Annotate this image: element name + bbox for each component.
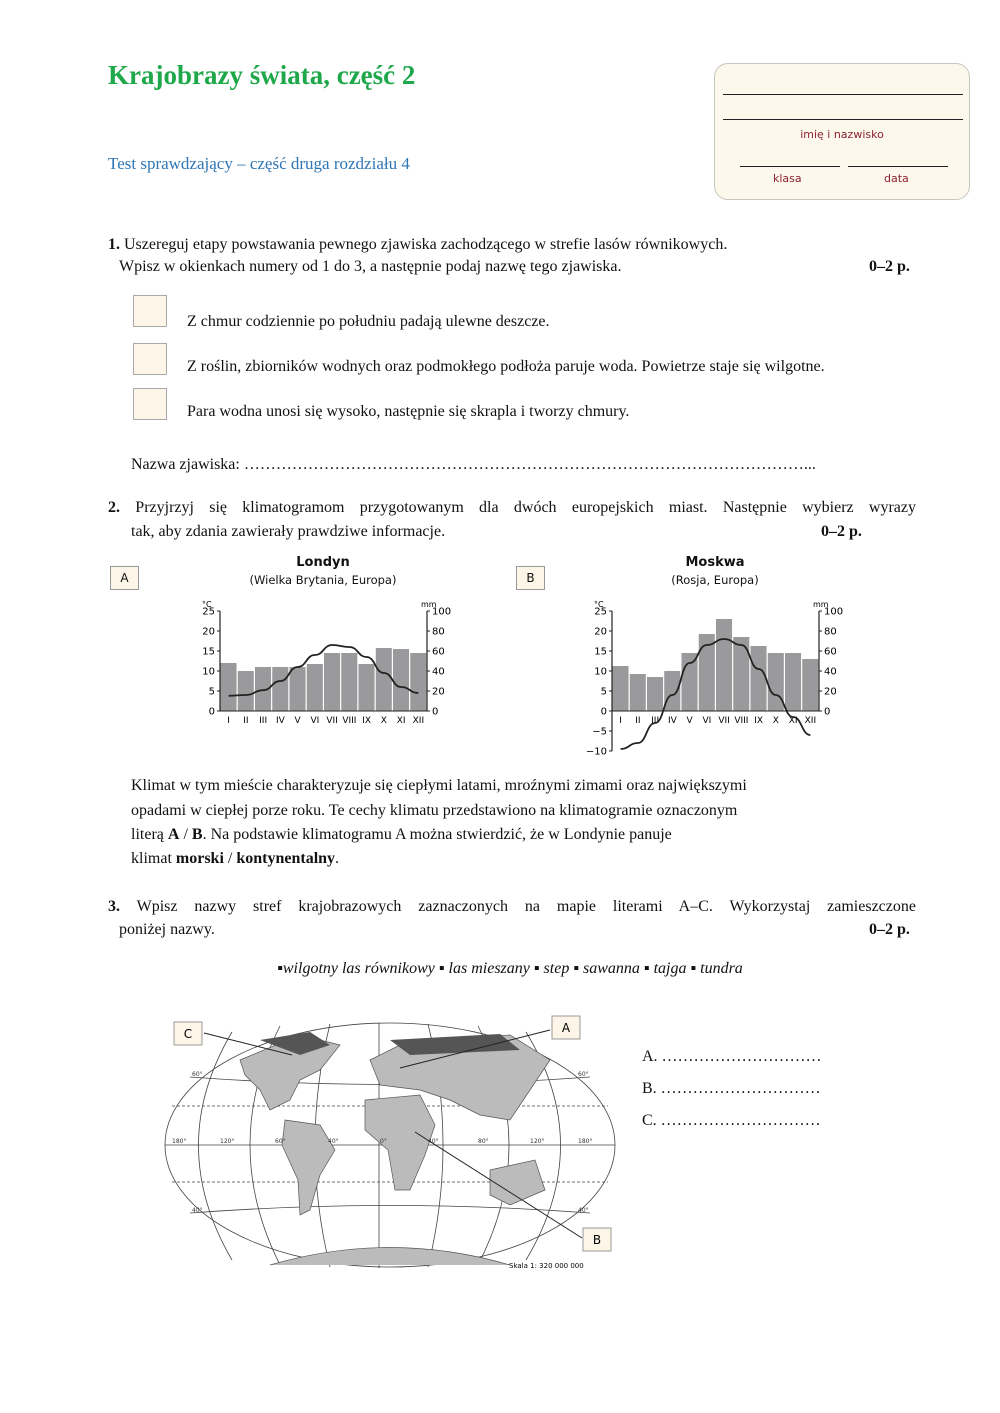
label-b: B xyxy=(592,1233,602,1247)
temp-tick-label: 0 xyxy=(600,706,607,718)
temp-tick-label: 25 xyxy=(594,606,607,618)
right-unit: mm xyxy=(421,600,437,609)
temp-tick-label: −5 xyxy=(592,726,607,738)
month-label: VII xyxy=(718,716,730,726)
precipitation-bar xyxy=(393,649,409,711)
page-title: Krajobrazy świata, część 2 xyxy=(108,60,416,90)
q1-points: 0–2 p. xyxy=(869,258,910,275)
option-b[interactable]: B xyxy=(191,826,203,843)
precipitation-bar xyxy=(341,653,357,711)
zone-options: ▪wilgotny las równikowy ▪ las mieszany ▪ step ▪ sawanna ▪ tajga ▪ tundra xyxy=(277,960,743,977)
q2-line2: tak, aby zdania zawierały prawdziwe informacje. xyxy=(131,523,446,540)
precipitation-bar xyxy=(359,664,375,711)
answer-b-field[interactable]: B. ………………………… xyxy=(642,1080,821,1097)
africa xyxy=(365,1095,435,1190)
temp-tick-label: 20 xyxy=(594,626,607,638)
precip-tick-label: 100 xyxy=(432,606,452,618)
text: . Na podstawie klimatogramu A można stwierdzić, że w Londynie panuje xyxy=(202,826,672,843)
q2-instruction: Przyjrzyj się klimatogramom przygotowanym dla dwóch europejskich miast. Następnie wybierz wyrazy xyxy=(135,499,917,516)
order-box-3[interactable] xyxy=(133,388,167,420)
chart-a-title: Londyn xyxy=(296,555,350,570)
q2-para-line2: opadami w ciepłej porze roku. Te cechy klimatu przedstawiono na klimatogramie oznaczonym xyxy=(131,802,738,819)
temp-tick-label: 10 xyxy=(594,666,607,678)
lon-label: 0° xyxy=(380,1138,387,1145)
temp-tick-label: −10 xyxy=(585,746,607,758)
option-morski[interactable]: morski xyxy=(175,850,224,867)
month-label: XI xyxy=(788,716,798,726)
name-line-2[interactable] xyxy=(723,119,963,120)
month-label: VI xyxy=(310,716,320,726)
chart-a-subtitle: (Wielka Brytania, Europa) xyxy=(249,573,397,587)
temp-tick-label: 5 xyxy=(600,686,607,698)
parallel-40s xyxy=(190,1206,590,1214)
answer-a-field[interactable]: A. ………………………… xyxy=(642,1048,822,1065)
precipitation-bar xyxy=(630,674,646,711)
precip-tick-label: 20 xyxy=(432,686,445,698)
precip-tick-label: 60 xyxy=(824,646,837,658)
q1-item-1: Z chmur codziennie po południu padają ulewne deszcze. xyxy=(187,313,550,330)
name-label: imię i nazwisko xyxy=(800,128,884,141)
chart-b-label: B xyxy=(516,566,545,590)
antarctica xyxy=(270,1248,510,1266)
date-line[interactable] xyxy=(848,166,948,167)
class-label: klasa xyxy=(773,172,802,185)
temp-tick-label: 0 xyxy=(208,706,215,718)
lon-label: 40° xyxy=(328,1138,339,1145)
answer-c-field[interactable]: C. ………………………… xyxy=(642,1112,821,1129)
month-label: I xyxy=(227,716,230,726)
month-label: II xyxy=(243,716,249,726)
precip-tick-label: 80 xyxy=(824,626,837,638)
month-label: II xyxy=(635,716,641,726)
climate-chart-moscow xyxy=(582,590,852,760)
world-map xyxy=(160,1010,620,1280)
precipitation-bar xyxy=(238,671,254,711)
precipitation-bar xyxy=(613,666,629,711)
south-america xyxy=(282,1120,335,1215)
lon-label: 80° xyxy=(478,1138,489,1145)
left-unit: °C xyxy=(202,600,212,609)
map-label-c xyxy=(174,1022,202,1045)
label-c: C xyxy=(183,1027,193,1041)
lat-label: 40° xyxy=(192,1207,203,1214)
q2-para-line4: klimat morski / kontynentalny. xyxy=(131,850,340,867)
temp-tick-label: 20 xyxy=(202,626,215,638)
australia xyxy=(490,1160,545,1205)
order-box-1[interactable] xyxy=(133,295,167,327)
precipitation-bar xyxy=(376,648,392,711)
q2-para-line3 xyxy=(131,826,672,844)
precip-tick-label: 40 xyxy=(432,666,445,678)
q2-number: 2. xyxy=(108,499,120,516)
temp-tick-label: 15 xyxy=(594,646,607,658)
month-label: IX xyxy=(362,716,372,726)
month-label: V xyxy=(686,716,693,726)
q1-instruction: Uszereguj etapy powstawania pewnego zjawiska zachodzącego w strefie lasów równikowych. xyxy=(124,236,728,253)
month-label: V xyxy=(294,716,301,726)
slash: / xyxy=(179,826,192,843)
precip-tick-label: 40 xyxy=(824,666,837,678)
order-box-2[interactable] xyxy=(133,343,167,375)
lat-label: 40° xyxy=(578,1207,589,1214)
precip-tick-label: 60 xyxy=(432,646,445,658)
precipitation-bar xyxy=(682,653,698,711)
lat-label: 60° xyxy=(578,1071,589,1078)
precipitation-bar xyxy=(751,646,767,711)
month-label: XII xyxy=(412,716,425,726)
precip-tick-label: 80 xyxy=(432,626,445,638)
month-label: X xyxy=(772,716,779,726)
precipitation-bar xyxy=(272,667,288,711)
q1-item-2: Z roślin, zbiorników wodnych oraz podmokłego podłoża paruje woda. Powietrze staje się wilgotne. xyxy=(187,358,825,375)
precipitation-bar xyxy=(410,653,426,711)
date-label: data xyxy=(884,172,909,185)
precipitation-bar xyxy=(768,653,784,711)
temp-tick-label: 15 xyxy=(202,646,215,658)
map-scale: Skala 1: 320 000 000 xyxy=(509,1262,584,1270)
lon-label: 60° xyxy=(275,1138,286,1145)
q1-line1 xyxy=(108,236,727,254)
lat-label: 60° xyxy=(192,1071,203,1078)
temp-tick-label: 25 xyxy=(202,606,215,618)
q3-line2: poniżej nazwy. xyxy=(119,921,215,938)
precipitation-bar xyxy=(785,653,801,711)
precipitation-bar xyxy=(307,664,323,711)
left-unit: °C xyxy=(594,600,604,609)
month-label: XI xyxy=(396,716,406,726)
precipitation-bar xyxy=(802,659,818,711)
q2-line1 xyxy=(108,499,916,517)
precip-tick-label: 20 xyxy=(824,686,837,698)
month-label: VI xyxy=(702,716,712,726)
month-label: IV xyxy=(275,716,285,726)
month-label: I xyxy=(619,716,622,726)
month-label: IV xyxy=(667,716,677,726)
month-label: X xyxy=(380,716,387,726)
month-label: III xyxy=(651,716,660,726)
q3-line1 xyxy=(108,898,916,916)
precipitation-bar xyxy=(221,663,237,711)
right-unit: mm xyxy=(813,600,829,609)
climate-chart-london xyxy=(190,590,460,730)
option-kontynentalny[interactable]: kontynentalny xyxy=(236,850,336,867)
temp-tick-label: 5 xyxy=(208,686,215,698)
precipitation-bar xyxy=(324,653,340,711)
text: . xyxy=(335,850,340,867)
precip-tick-label: 0 xyxy=(824,706,831,718)
month-label: XII xyxy=(804,716,817,726)
temp-tick-label: 10 xyxy=(202,666,215,678)
map-label-a xyxy=(552,1016,580,1039)
precipitation-bar xyxy=(716,619,732,711)
lon-label: 180° xyxy=(578,1138,593,1145)
lon-label: 120° xyxy=(220,1138,235,1145)
name-line-1[interactable] xyxy=(723,94,963,95)
q3-points: 0–2 p. xyxy=(869,921,910,938)
option-a[interactable]: A xyxy=(167,826,180,843)
month-label: IX xyxy=(754,716,764,726)
text: literą xyxy=(131,826,168,843)
lon-label: 180° xyxy=(172,1138,187,1145)
chart-b-title: Moskwa xyxy=(685,555,745,570)
q1-line2: Wpisz w okienkach numery od 1 do 3, a następnie podaj nazwę tego zjawiska. xyxy=(119,258,622,275)
month-label: VIII xyxy=(342,716,357,726)
text: klimat xyxy=(131,850,176,867)
q1-item-3: Para wodna unosi się wysoko, następnie się skrapla i tworzy chmury. xyxy=(187,403,630,420)
q2-points: 0–2 p. xyxy=(821,523,862,540)
q3-instruction: Wpisz nazwy stref krajobrazowych zaznaczonych na mapie literami A–C. Wykorzystaj zamieszczone xyxy=(136,898,916,915)
lon-label: 40° xyxy=(428,1138,439,1145)
precip-tick-label: 100 xyxy=(824,606,844,618)
pointer-b xyxy=(415,1132,582,1238)
class-line[interactable] xyxy=(740,166,840,167)
chart-b-subtitle: (Rosja, Europa) xyxy=(671,573,759,587)
q1-number: 1. xyxy=(108,236,120,253)
month-label: VIII xyxy=(734,716,749,726)
precipitation-bar xyxy=(290,667,306,711)
precipitation-bar xyxy=(647,677,663,711)
map-label-b xyxy=(583,1228,611,1251)
label-a: A xyxy=(561,1021,571,1035)
month-label: VII xyxy=(326,716,338,726)
q3-number: 3. xyxy=(108,898,120,915)
chart-a-label: A xyxy=(110,566,139,590)
phenomenon-answer-field[interactable]: Nazwa zjawiska: ……………………………………………………………………………………………... xyxy=(131,456,816,473)
precip-tick-label: 0 xyxy=(432,706,439,718)
page-subtitle: Test sprawdzający – część druga rozdziału 4 xyxy=(108,154,410,173)
month-label: III xyxy=(259,716,268,726)
lon-label: 120° xyxy=(530,1138,545,1145)
student-info-box xyxy=(714,63,970,200)
q2-para-line1: Klimat w tym mieście charakteryzuje się ciepłymi latami, mroźnymi zimami oraz największymi xyxy=(131,777,747,794)
